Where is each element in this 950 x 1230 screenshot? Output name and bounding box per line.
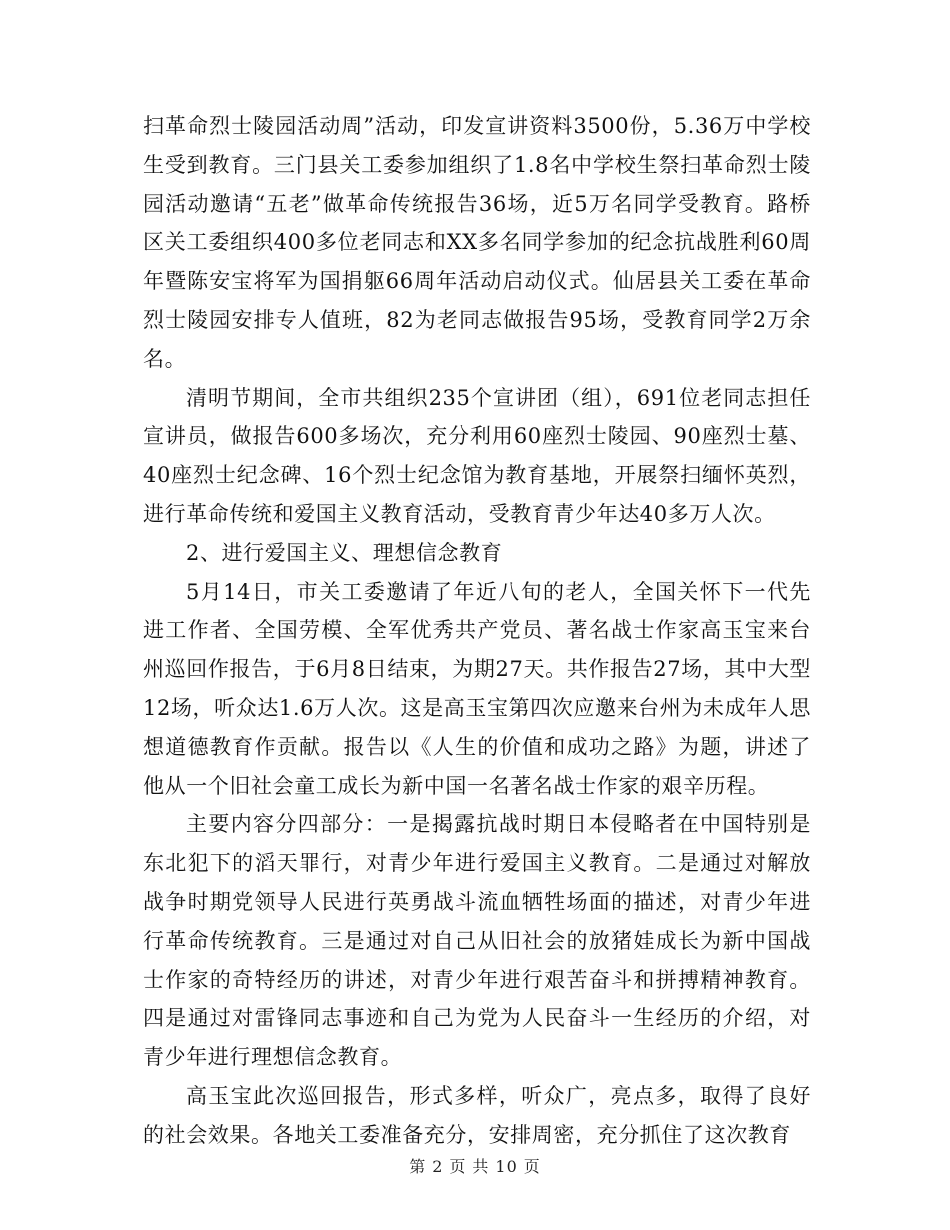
footer-total-word: 共	[472, 1157, 490, 1176]
paragraph-4: 主要内容分四部分：一是揭露抗战时期日本侵略者在中国特别是东北犯下的滔天罪行，对青少年进行爱国主义教育。二是通过对解放战争时期党领导人民进行英勇战斗流血牺牲场面的描述，对青少年进行革命传统教育。三是通过对自己从旧社会的放猪娃成长为新中国战士作家的奇特经历的讲述，对青少年进行艰苦奋斗和拼搏精神教育。四是通过对雷锋同志事迹和自己为党为人民奋斗一生经历的介绍，对青少年进行理想信念教育。	[143, 812, 811, 1070]
paragraph-3: 5月14日，市关工委邀请了年近八旬的老人，全国关怀下一代先进工作者、全国劳模、全军优秀共产党员、著名战士作家高玉宝来台州巡回作报告，于6月8日结束，为期27天。共作报告27场，其中大型12场，听众达1.6万人次。这是高玉宝第四次应邀来台州为未成年人思想道德教育作贡献。报告以《人生的价值和成功之路》为题，讲述了他从一个旧社会童工成长为新中国一名著名战士作家的艰辛历程。	[143, 579, 811, 798]
document-body	[143, 107, 811, 1155]
footer-prefix: 第	[409, 1157, 427, 1176]
footer-suffix: 页	[523, 1157, 541, 1176]
section-heading: 2、进行爱国主义、理想信念教育	[186, 540, 503, 565]
footer-total-pages: 10	[495, 1157, 518, 1176]
page-footer	[0, 1154, 950, 1177]
paragraph-2: 清明节期间，全市共组织235个宣讲团（组），691位老同志担任宣讲员，做报告600多场次，充分利用60座烈士陵园、90座烈士墓、40座烈士纪念碑、16个烈士纪念馆为教育基地，开展祭扫缅怀英烈，进行革命传统和爱国主义教育活动，受教育青少年达40多万人次。	[143, 385, 811, 526]
footer-current-page: 2	[432, 1157, 444, 1176]
footer-page-unit: 页	[449, 1157, 467, 1176]
paragraph-5: 高玉宝此次巡回报告，形式多样，听众广，亮点多，取得了良好的社会效果。各地关工委准备充分，安排周密，充分抓住了这次教育	[143, 1083, 811, 1147]
paragraph-1: 扫革命烈士陵园活动周”活动，印发宣讲资料3500份，5.36万中学校生受到教育。三门县关工委参加组织了1.8名中学校生祭扫革命烈士陵园活动邀请“五老”做革命传统报告36场，近5万名同学受教育。路桥区关工委组织400多位老同志和XX多名同学参加的纪念抗战胜利60周年暨陈安宝将军为国捐躯66周年活动启动仪式。仙居县关工委在革命烈士陵园安排专人值班，82为老同志做报告95场，受教育同学2万余名。	[143, 114, 811, 371]
